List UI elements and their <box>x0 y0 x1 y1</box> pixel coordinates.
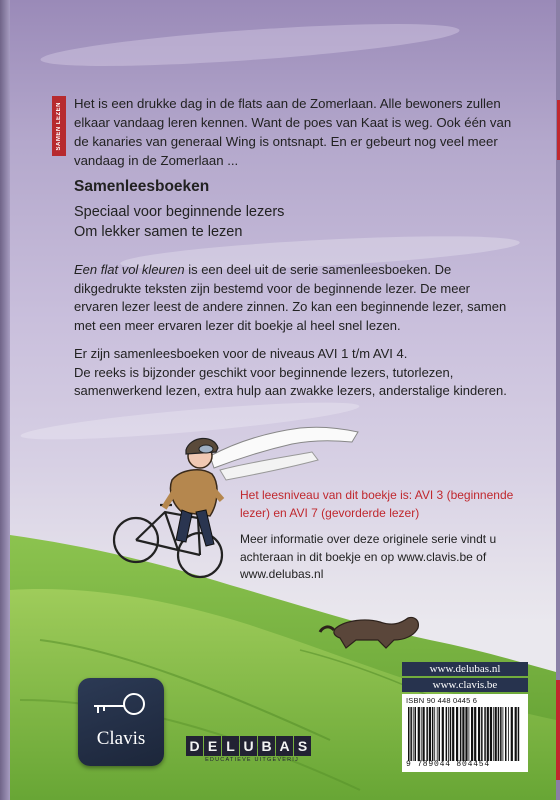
delubas-letter: L <box>222 736 239 756</box>
more-info: Meer informatie over deze originele serie vindt u achteraan in dit boekje en op www.clavis.be of www.delubas.nl <box>240 532 497 581</box>
barcode-bar <box>478 707 480 761</box>
barcode-bar <box>495 707 497 761</box>
delubas-letter: B <box>258 736 275 756</box>
barcode-bar <box>413 707 414 761</box>
isbn-number: ISBN 90 448 0445 6 <box>406 696 478 705</box>
edge-mark <box>556 680 560 780</box>
barcode-bar <box>500 707 502 761</box>
barcode-bar <box>442 707 444 761</box>
series-subtitles <box>74 202 284 242</box>
barcode-bar <box>437 707 438 761</box>
barcode-bar <box>423 707 425 761</box>
barcode-bar <box>503 707 504 761</box>
delubas-letter: S <box>294 736 311 756</box>
barcode-bar <box>408 707 410 761</box>
delubas-letter: A <box>276 736 293 756</box>
levels-line-1: Er zijn samenleesboeken voor de niveaus AVI 1 t/m AVI 4. <box>74 346 408 361</box>
barcode-bar <box>429 707 431 761</box>
series-description <box>74 261 514 336</box>
barcode-bar <box>511 707 513 761</box>
barcode-bar <box>474 707 476 761</box>
reading-level: Het leesniveau van dit boekje is: AVI 3 (beginnende lezer) en AVI 7 (gevorderde lezer) <box>240 488 514 520</box>
key-icon <box>90 690 152 720</box>
barcode-bar <box>452 707 454 761</box>
ean-number: 9 789044 804454 <box>406 760 491 769</box>
barcode-block <box>402 662 528 772</box>
barcode-bar <box>515 707 517 761</box>
barcode-bar <box>487 707 489 761</box>
series-tag <box>52 96 66 156</box>
barcode-bar <box>456 707 458 761</box>
delubas-letter: U <box>240 736 257 756</box>
book-spine <box>0 0 10 800</box>
barcode-icon <box>406 707 522 761</box>
barcode-bar <box>434 707 435 761</box>
series-title: Samenleesboeken <box>74 178 210 195</box>
barcode-bar <box>484 707 486 761</box>
barcode-bar <box>505 707 507 761</box>
barcode-bar <box>508 707 509 761</box>
delubas-letter: D <box>186 736 203 756</box>
barcode-bar <box>415 707 417 761</box>
url-delubas: www.delubas.nl <box>402 662 528 676</box>
barcode-bar <box>421 707 422 761</box>
barcode-bar <box>450 707 452 761</box>
isbn-panel <box>402 694 528 772</box>
delubas-letter: E <box>204 736 221 756</box>
barcode-bar <box>471 707 473 761</box>
description-text: is een deel uit de serie samenleesboeken. De dikgedrukte teksten zijn bestemd voor de beginnende lezer. De meer ervaren lezer leest de andere zinnen. Zo kan een beginnende lezer, samen met een meer ervaren lezer dit boekje al heel snel lezen. <box>74 262 507 334</box>
barcode-bar <box>518 707 520 761</box>
barcode-bar <box>426 707 428 761</box>
barcode-bar <box>469 707 470 761</box>
barcode-bar <box>498 707 500 761</box>
levels-line-2: De reeks is bijzonder geschikt voor beginnende lezers, tutorlezen, samenwerkend lezen, extra hulp aan zwakke lezers, anderstalige kinderen. <box>74 364 507 399</box>
barcode-bar <box>439 707 441 761</box>
delubas-tagline: EDUCATIEVE UITGEVERIJ <box>205 757 299 763</box>
intro-text: Het is een drukke dag in de flats aan de Zomerlaan. Alle bewoners zullen elkaar vandaag leren kennen. Want de poes van Kaat is weg. Ook één van de kanaries van generaal Wing is ontsnapt. En er gebeurt nog veel meer vandaag in de Zomerlaan ... <box>74 96 512 168</box>
barcode-bar <box>410 707 412 761</box>
series-subtitle-1: Speciaal voor beginnende lezers <box>74 204 285 220</box>
delubas-wordmark <box>186 736 318 756</box>
barcode-bar <box>448 707 449 761</box>
barcode-bar <box>432 707 434 761</box>
clavis-logo <box>78 678 164 766</box>
levels-text <box>74 345 514 401</box>
series-subtitle-2: Om lekker samen te lezen <box>74 224 243 240</box>
barcode-bar <box>493 707 494 761</box>
barcode-bar <box>446 707 448 761</box>
book-title: Een flat vol kleuren <box>74 262 185 277</box>
barcode-bar <box>418 707 420 761</box>
barcode-bar <box>481 707 483 761</box>
barcode-bar <box>462 707 464 761</box>
series-tag-label: SAMEN LEZEN <box>56 101 62 151</box>
url-clavis: www.clavis.be <box>402 678 528 692</box>
barcode-bar <box>460 707 462 761</box>
delubas-logo <box>186 736 318 764</box>
barcode-bar <box>465 707 467 761</box>
publisher-name: Clavis <box>96 728 146 749</box>
barcode-bar <box>490 707 492 761</box>
